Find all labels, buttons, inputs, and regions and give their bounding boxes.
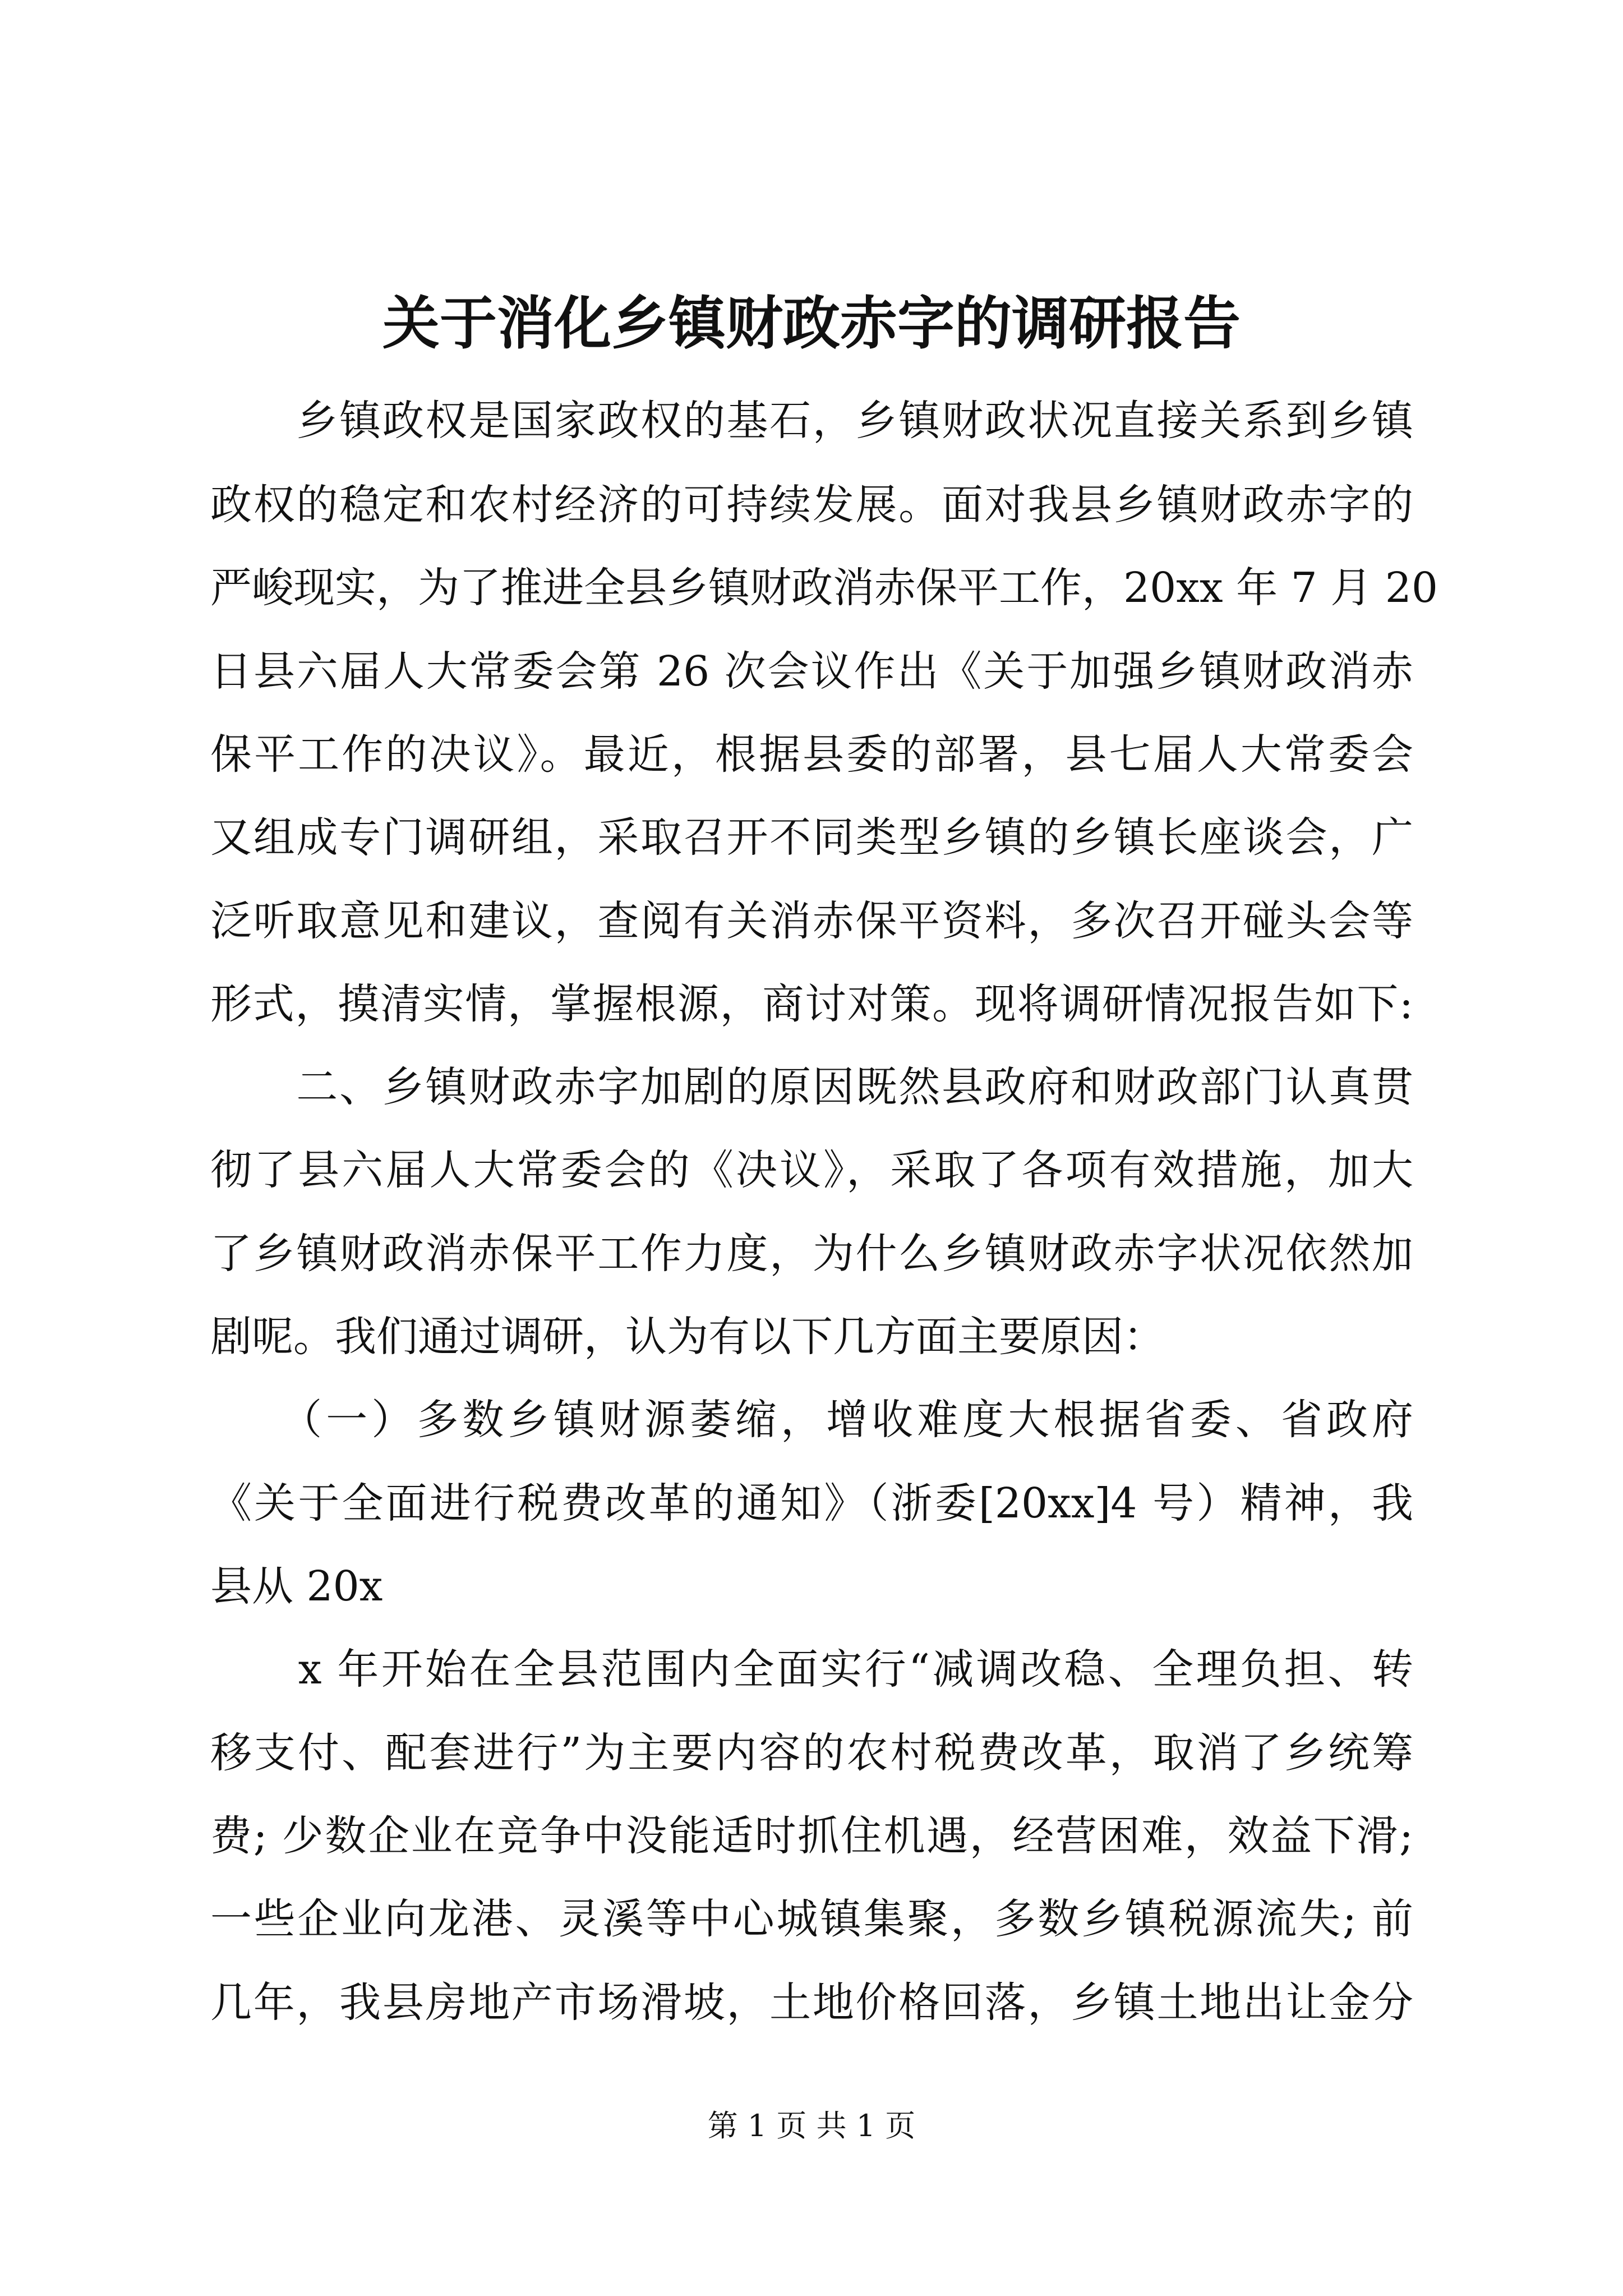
body-line: 县从 20x [210, 1562, 383, 1611]
body-line: 《关于全面进行税费改革的通知》（浙委[20xx]4 号）精神，我 [210, 1479, 1413, 1527]
body-line: （一）多数乡镇财源萎缩，增收难度大根据省委、省政府 [210, 1396, 1413, 1444]
body-line: 保平工作的决议》。最近，根据县委的部署，县七届人大常委会 [210, 730, 1413, 779]
body-line: 日县六届人大常委会第 26 次会议作出《关于加强乡镇财政消赤 [210, 647, 1413, 696]
body-line: 了乡镇财政消赤保平工作力度，为什么乡镇财政赤字状况依然加 [210, 1230, 1413, 1278]
body-line: 彻了县六届人大常委会的《决议》，采取了各项有效措施，加大 [210, 1146, 1413, 1194]
page-number: 第 1 页 共 1 页 [707, 2108, 916, 2143]
body-line: 又组成专门调研组，采取召开不同类型乡镇的乡镇长座谈会，广 [210, 813, 1413, 862]
body-line: 费; 少数企业在竞争中没能适时抓住机遇，经营困难，效益下滑; [210, 1812, 1413, 1860]
body-line: x 年开始在全县范围内全面实行“减调改稳、全理负担、转 [210, 1645, 1413, 1694]
document-title: 关于消化乡镇财政赤字的调研报告 [382, 290, 1241, 357]
body-line: 一些企业向龙港、灵溪等中心城镇集聚，多数乡镇税源流失; 前 [210, 1895, 1413, 1943]
body-line: 乡镇政权是国家政权的基石，乡镇财政状况直接关系到乡镇 [210, 397, 1413, 445]
body-line: 严峻现实，为了推进全县乡镇财政消赤保平工作，20xx 年 7 月 20 [210, 564, 1438, 612]
body-line: 移支付、配套进行”为主要内容的农村税费改革，取消了乡统筹 [210, 1729, 1413, 1777]
body-line: 政权的稳定和农村经济的可持续发展。面对我县乡镇财政赤字的 [210, 481, 1413, 529]
body-line: 二、乡镇财政赤字加剧的原因既然县政府和财政部门认真贯 [210, 1063, 1413, 1111]
body-line: 剧呢。我们通过调研，认为有以下几方面主要原因： [210, 1313, 1165, 1361]
body-line: 几年，我县房地产市场滑坡，土地价格回落，乡镇土地出让金分 [210, 1978, 1413, 2027]
body-line: 泛听取意见和建议，查阅有关消赤保平资料，多次召开碰头会等 [210, 897, 1413, 945]
body-line: 形式，摸清实情，掌握根源，商讨对策。现将调研情况报告如下: [210, 980, 1413, 1028]
